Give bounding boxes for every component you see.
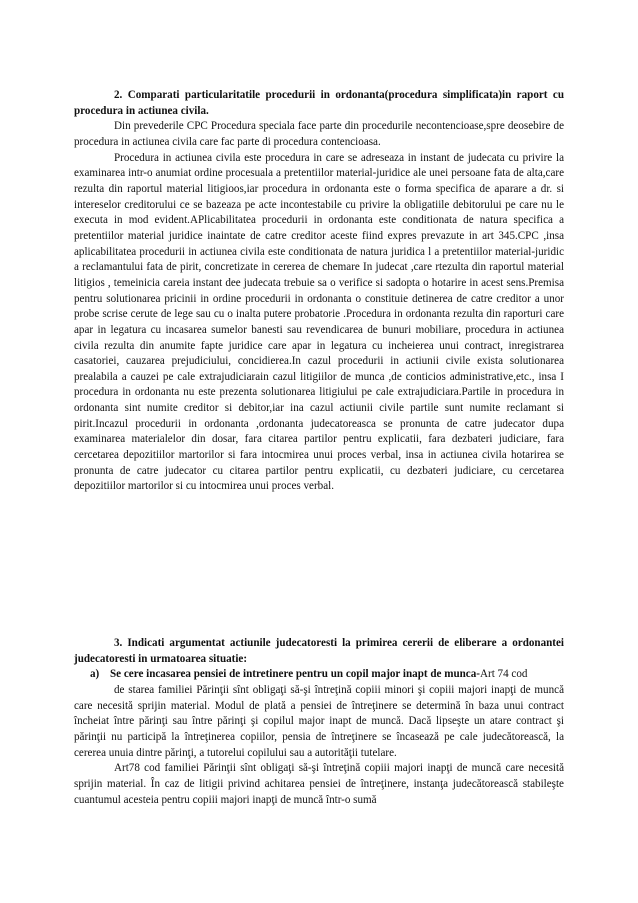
section-spacer [74, 495, 564, 636]
list-item-text [110, 667, 564, 683]
list-item-article-ref: Art 74 cod [479, 668, 528, 681]
list-item [74, 667, 564, 683]
section-3-paragraph-1: de starea familiei Părinţii sînt obligaţi să-şi întreţină copiii minori şi copiii majori inapţi de muncă care necesită sprijin material. Modul de plată a pensiei de întreţinere se determină în baza unui contract încheiat între părinţi sau între părinţi şi copilul major inapt de muncă. Dacă lipseşte un atare contract şi părinţii nu participă la întreţinerea copiilor, pensia de întreţinere se încasează pe cale judecătorească, la cererea unuia dintre părinţi, a tutorelui copilului sau a autorităţii tutelare. [74, 684, 564, 759]
list-item-title: Se cere incasarea pensiei de intretinere pentru un copil major inapt de munca- [110, 668, 480, 681]
section-2-paragraph-1: Din prevederile CPC Procedura speciala face parte din procedurile necontencioase,spre deosebire de procedura in actiunea civila care fac parte di procedura contencioasa. [74, 120, 564, 148]
section-2-heading: 2. Comparati particularitatile procedurii in ordonanta(procedura simplificata)in raport cu procedura in actiunea civila. [74, 89, 564, 117]
section-3-paragraph-2: Art78 cod familiei Părinţii sînt obligaţi să-şi întreţină copiii majori inapţi de muncă care necesită sprijin material. În caz de litigii privind achitarea pensiei de întreţinere, instanţa judecătorească stabileşte cuantumul acesteia pentru copiii majori inapţi de muncă într-o sumă [74, 762, 564, 806]
list-item-marker: a) [90, 668, 100, 681]
section-2-paragraph-2: Procedura in actiunea civila este procedura in care se adreseaza in instant de judecata cu privire la examinarea intr-o anumiat ordine procesuala a pretentiilor material-juridice ale unei persoane fata de alta,care rezulta din raportul material litigioos,iar procedura in ordonanta este o forma specifica de aparare a dr. si intereselor creditorului ce se bazeaza pe acte incontestabile cu privire la obligatiile debitorului pe care nu le executa in mod evident.APlicabilitatea procedurii in ordonanta este conditionata de natura specifica a pretentiilor material juridice inaintate de catre creditor aceste fiind expres prevazute in art 345.CPC ,insa aplicabilitatea procedurii in actiunea civila este conditionata de natura juridica l a pretentiilor material-juridic a reclamantului fata de pirit, concretizate in cererea de chemare In judecat ,care rtezulta din raportul material litigios , temeinicia careia instant dee judecata trebuie sa o verifice si sadopta o hotarire in acest sens.Premisa pentru solutionarea pricinii in ordine procedurii in ordonanta o constituie detinerea de catre creditor a unor probe scrise cerute de lege sau cu o inalta putere probatorie .Procedura in ordonanta rezulta din raporturi care apar in legatura cu incasarea sumelor banesti sau revendicarea de bunuri mobiliare, procedura in actiunea civila rezulta din anumite fapte juridice care apar in legatura cu incheierea unui contract, inregistrarea casatoriei, cauzarea prejudiciului, concidierea.In cazul procedurii in actiunii civile exista solutionarea prealabila a cauzei pe cale extrajudiciarain cazul litigiilor de munca ,de conticios administrative,etc., insa I procedura in ordonanta nu este prezenta solutionarea litigiului pe cale extrajudiciara.Partile in procedura in ordonanta sint numite creditor si debitor,iar ina cazul actiunii civile partile sunt numite reclamant si pirit.Incazul procedurii in ordonanta ,ordonanta judecatoreasca se pronunta de catre judecator dupa examinarea materialelor din dosar, fara citarea partilor pentru explicatii, fara dezbateri judiciare, fara cercetarea depozitiilor martorilor si fara intocmirea unui proces verbal, insa in actiunea civila hotarirea se pronunta de catre judecator cu citarea partilor pentru explicatii, cu dezbateri judiciare, cu cercetarea depozitiilor martorilor si cu intocmirea unui proces verbal. [74, 151, 564, 493]
section-3-heading: 3. Indicati argumentat actiunile judecatoresti la primirea cererii de eliberare a ordonantei judecatoresti in urmatoarea situatie: [74, 637, 564, 665]
